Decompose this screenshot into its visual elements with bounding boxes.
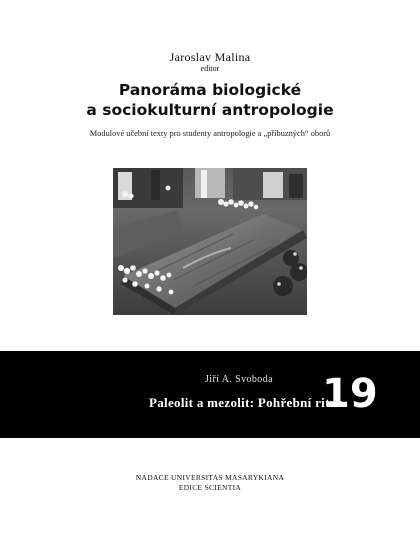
publisher-imprint: EDICE SCIENTIA (178, 483, 242, 492)
volume-author: Jiří A. Svoboda (205, 374, 273, 385)
title-line-2: a sociokulturní antropologie (86, 101, 334, 119)
editor-role: editor (200, 64, 220, 73)
book-subtitle: Modulové učební texty pro studenty antropologie a „příbuzných“ oborů (89, 129, 331, 138)
editor-name: Jaroslav Malina (169, 50, 251, 64)
book-title (0, 80, 420, 120)
volume-number: 19 (322, 371, 378, 417)
grave-photo-illustration (113, 168, 307, 315)
volume-title: Paleolit a mezolit: Pohřební ritus (149, 395, 343, 410)
cover-photo-grave (113, 168, 307, 315)
title-line-1: Panoráma biologické (118, 81, 302, 99)
publisher-name: NADACE UNIVERSITAS MASARYKIANA (135, 473, 285, 482)
